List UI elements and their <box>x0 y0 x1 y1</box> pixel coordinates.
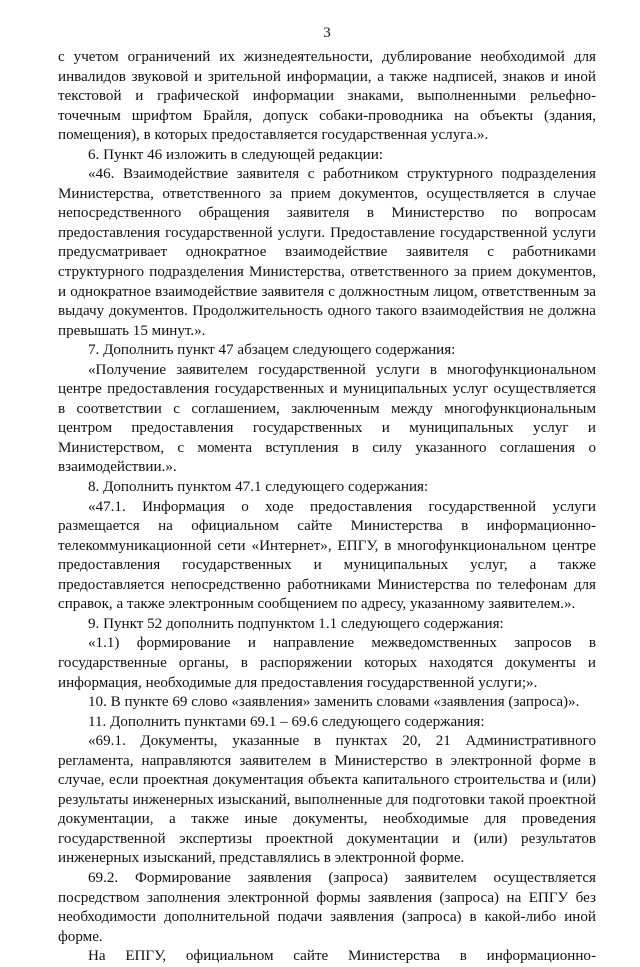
paragraph-clause-47-1: «47.1. Информация о ходе предоставления государственной услуги размещается на официальном сайте Министерства в информационно-телекоммуникационной сети «Интернет», ЕПГУ, в многофункциональном центре предоставления государственных и муниципальных услуг, а также предоставляется непосредственно работниками Министерства по телефонам для справок, а также электронным сообщением по адресу, указанному заявителем.». <box>58 498 596 613</box>
page-number: 3 <box>323 25 331 41</box>
paragraph-item-9: 9. Пункт 52 дополнить подпунктом 1.1 следующего содержания: <box>88 615 504 632</box>
paragraph-item-8: 8. Дополнить пунктом 47.1 следующего содержания: <box>88 479 429 496</box>
paragraph-clause-69-2-cont: На ЕПГУ, официальном сайте Министерства в информационно- <box>88 948 596 965</box>
paragraph-subclause-1-1: «1.1) формирование и направление межведомственных запросов в государственные органы, в распоряжении которых находятся документы и информация, необходимые для предоставления государственной услуги;». <box>58 635 596 691</box>
paragraph-clause-69-2: 69.2. Формирование заявления (запроса) заявителем осуществляется посредством заполнения электронной формы заявления (запроса) на ЕПГУ без необходимости дополнительной подачи заявления (запроса) в какой-либо иной форме. <box>58 869 596 945</box>
paragraph-item-10: 10. В пункте 69 слово «заявления» заменить словами «заявления (запроса)». <box>88 694 580 711</box>
paragraph-clause-47-addition: «Получение заявителем государственной услуги в многофункциональном центре предоставления государственных и муниципальных услуг осуществляется в соответствии с соглашением, заключенным между многофункциональным центром предоставления государственных и муниципальных услуг и Министерством, с момента вступления в силу указанного соглашения о взаимодействии.». <box>58 361 596 476</box>
paragraph-clause-46: «46. Взаимодействие заявителя с работником структурного подразделения Министерства, ответственного за прием документов, осуществляется в случае непосредственного обращения заявителя в Министерство по вопросам предоставления государственной услуги. Предоставление государственной услуги предусматривает однократное взаимодействие заявителя с работниками структурного подразделения Министерства, ответственного за прием документов, и однократное взаимодействие заявителя с должностным лицом, ответственным за выдачу документов. Продолжительность одного такого взаимодействия не должна превышать 15 минут.». <box>58 166 596 339</box>
paragraph-continuation: с учетом ограничений их жизнедеятельности, дублирование необходимой для инвалидов звуковой и зрительной информации, а также надписей, знаков и иной текстовой и графической информации знаками, выполненными рельефно-точечным шрифтом Брайля, допуск собаки-проводника на объекты (здания, помещения), в которых предоставляется государственная услуга.». <box>58 49 596 144</box>
paragraph-item-6: 6. Пункт 46 изложить в следующей редакции: <box>88 146 383 163</box>
document-body <box>58 48 596 967</box>
paragraph-item-7: 7. Дополнить пункт 47 абзацем следующего содержания: <box>88 342 456 359</box>
paragraph-clause-69-1: «69.1. Документы, указанные в пунктах 20, 21 Административного регламента, направляются заявителем в Министерство в электронной форме в случае, если проектная документация объекта капитального строительства и (или) результаты инженерных изысканий, выполненные для подготовки такой проектной документации, а также иные документы, необходимые для проведения государственной экспертизы проектной документации и (или) результатов инженерных изысканий, представлялись в электронной форме. <box>58 733 596 867</box>
paragraph-item-11: 11. Дополнить пунктами 69.1 – 69.6 следующего содержания: <box>88 713 485 730</box>
